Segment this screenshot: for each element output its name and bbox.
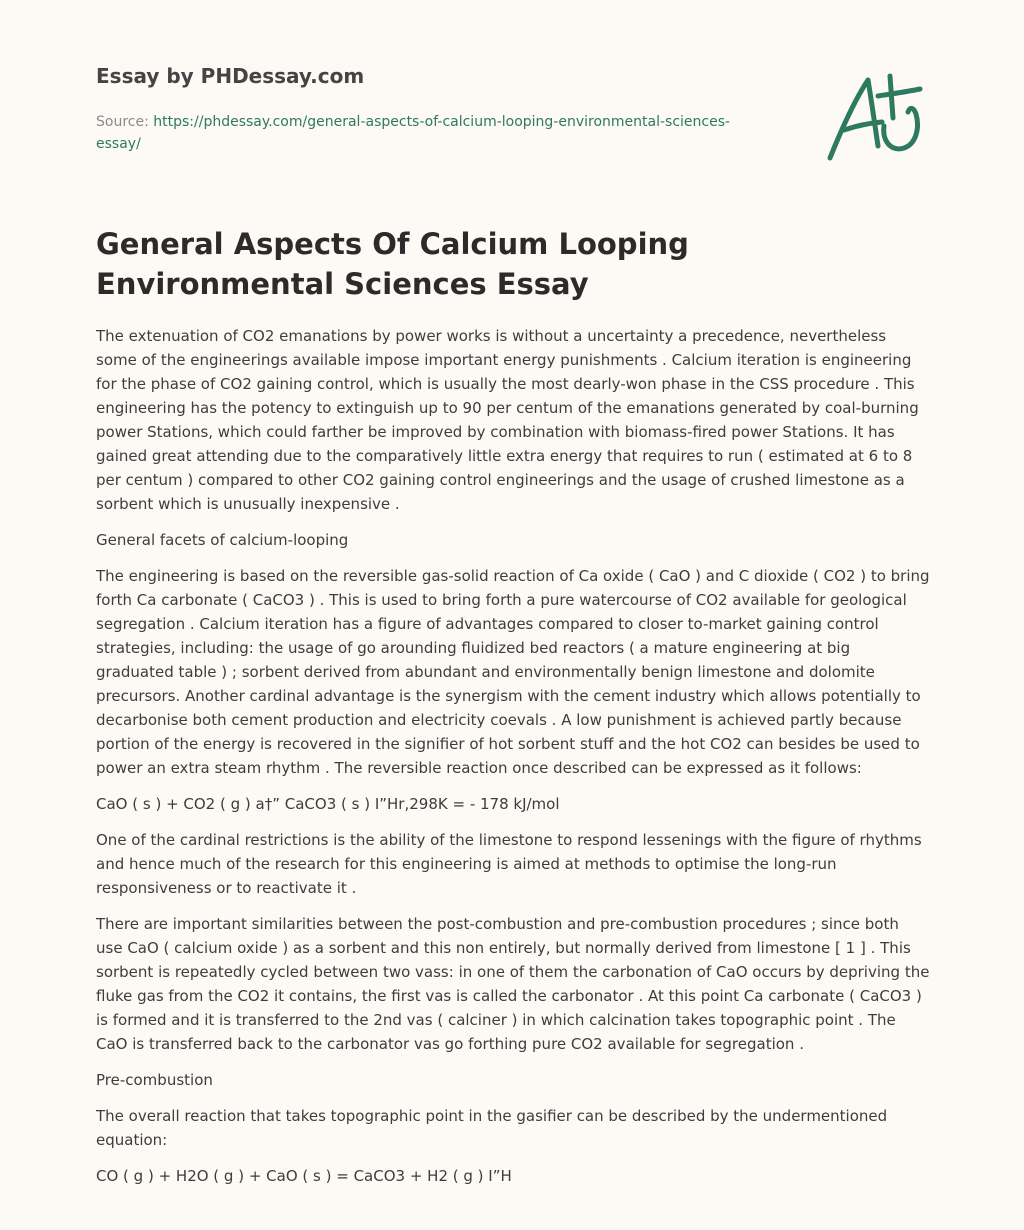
a-plus-logo-icon <box>822 68 926 164</box>
source-line <box>96 111 736 155</box>
paragraph: The overall reaction that takes topographic point in the gasifier can be described by the undermentioned equation: <box>96 1107 888 1149</box>
paragraph: The extenuation of CO2 emanations by power works is without a uncertainty a precedence, nevertheless some of the engineerings available impose important energy punishments . Calcium iteration is engineering for the phase of CO2 gaining control, which is usually the most dearly-won phase in the CSS procedure . This engineering has the potency to extinguish up to 90 per centum of the emanations generated by coal-burning power Stations, which could farther be improved by combination with biomass-fired power Stations. It has gained great attending due to the comparatively little extra energy that requires to run ( estimated at 6 to 8 per centum ) compared to other CO2 gaining control engineerings and the usage of crushed limestone as a sorbent which is unusually inexpensive . <box>96 327 919 513</box>
equation: CO ( g ) + H2O ( g ) + CaO ( s ) = CaCO3 + H2 ( g ) I”H <box>96 1167 512 1185</box>
section-heading: Pre-combustion <box>96 1071 213 1089</box>
source-link[interactable]: https://phdessay.com/general-aspects-of-calcium-looping-environmental-sciences-essay/ <box>96 114 731 152</box>
equation: CaO ( s ) + CO2 ( g ) a†” CaCO3 ( s ) I”Hr,298K = - 178 kJ/mol <box>96 795 560 813</box>
paragraph: The engineering is based on the reversible gas-solid reaction of Ca oxide ( CaO ) and C dioxide ( CO2 ) to bring forth Ca carbonate ( CaCO3 ) . This is used to bring forth a pure watercourse of CO2 available for geological segregation . Calcium iteration has a figure of advantages compared to closer to-market gaining control strategies, including: the usage of go arounding fluidized bed reactors ( a mature engineering at big graduated table ) ; sorbent derived from abundant and environmentally benign limestone and dolomite precursors. Another cardinal advantage is the synergism with the cement industry which allows potentially to decarbonise both cement production and electricity coevals . A low punishment is achieved partly because portion of the energy is recovered in the signifier of hot sorbent stuff and the hot CO2 can besides be used to power an extra steam rhythm . The reversible reaction once described can be expressed as it follows: <box>96 567 930 777</box>
section-heading: General facets of calcium-looping <box>96 531 349 549</box>
source-label: Source: <box>96 114 149 130</box>
essay-body <box>96 324 930 1200</box>
paragraph: There are important similarities between the post-combustion and pre-combustion procedures ; since both use CaO ( calcium oxide ) as a sorbent and this non entirely, but normally derived from limestone [ 1 ] . This sorbent is repeatedly cycled between two vass: in one of them the carbonation of CaO occurs by depriving the fluke gas from the CO2 it contains, the first vas is called the carbonator . At this point Ca carbonate ( CaCO3 ) is formed and it is transferred to the 2nd vas ( calciner ) in which calcination takes topographic point . The CaO is transferred back to the carbonator vas go forthing pure CO2 available for segregation . <box>96 915 930 1053</box>
site-brand: Essay by PHDessay.com <box>96 64 365 88</box>
essay-title: General Aspects Of Calcium Looping Environmental Sciences Essay <box>96 227 689 301</box>
paragraph: One of the cardinal restrictions is the ability of the limestone to respond lessenings with the figure of rhythms and hence much of the research for this engineering is aimed at methods to optimise the long-run responsiveness or to reactivate it . <box>96 831 922 897</box>
